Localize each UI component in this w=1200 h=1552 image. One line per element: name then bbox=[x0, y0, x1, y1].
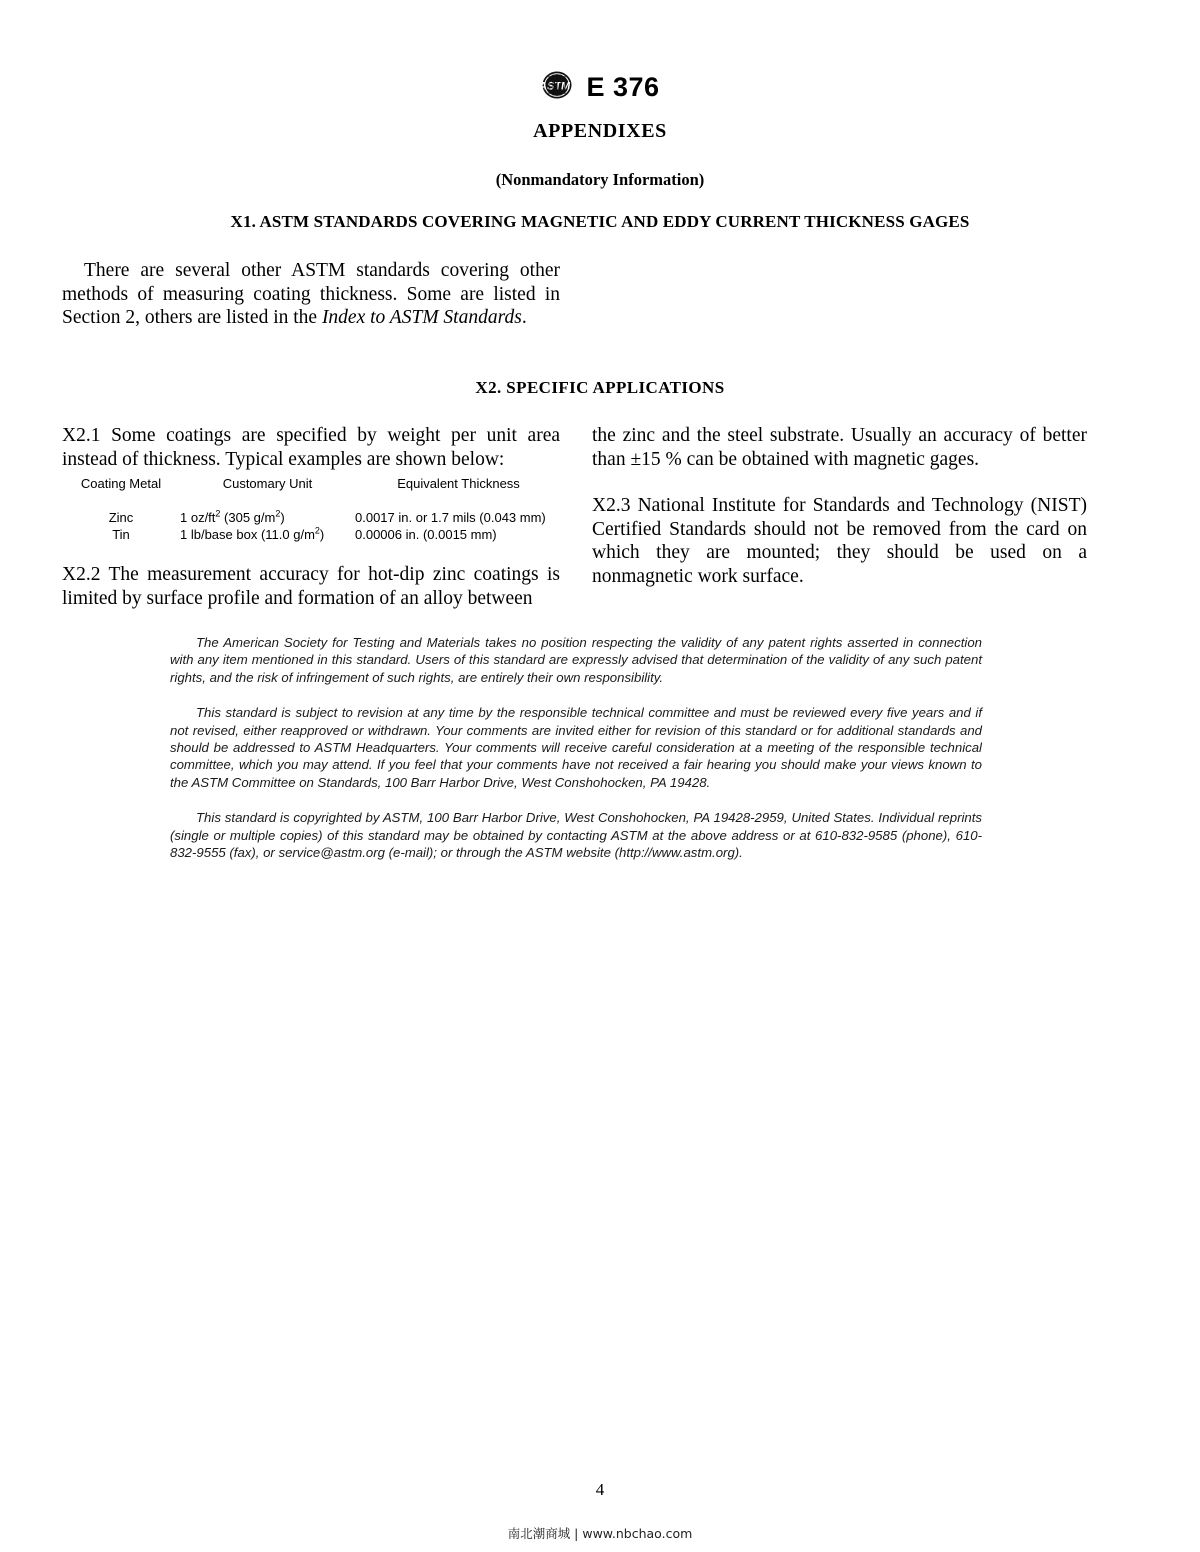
unit-mid: (305 g/m bbox=[220, 510, 276, 525]
table-cell-metal: Tin bbox=[112, 527, 130, 542]
heading-appendixes: APPENDIXES bbox=[533, 120, 667, 142]
paragraph-x2-1: X2.1 Some coatings are specified by weight per unit area instead of thickness. Typical examples are shown below: bbox=[62, 425, 560, 470]
paragraph-x2-2-continued: the zinc and the steel substrate. Usually an accuracy of better than ±15 % can be obtained with magnetic gages. bbox=[592, 425, 1087, 470]
paragraph-x2-3-block bbox=[592, 494, 1087, 588]
heading-x2: X2. SPECIFIC APPLICATIONS bbox=[475, 378, 725, 397]
paragraph-x2-2-continued-block bbox=[592, 424, 1087, 471]
paragraph-x1-block bbox=[62, 259, 560, 330]
table-cell-thickness: 0.0017 in. or 1.7 mils (0.043 mm) bbox=[355, 510, 546, 525]
document-number: E 376 bbox=[586, 72, 660, 102]
paragraph-x2-1-block bbox=[62, 424, 560, 471]
paragraph-x2-2: X2.2 The measurement accuracy for hot-dip zinc coatings is limited by surface profile and formation of an alloy between bbox=[62, 564, 560, 609]
unit-superscript-1: 2 bbox=[314, 525, 320, 536]
table-header-row bbox=[62, 476, 562, 509]
unit-superscript-2: 2 bbox=[275, 508, 281, 519]
paragraph-x2-3: X2.3 National Institute for Standards and Technology (NIST) Certified Standards should not be removed from the card on which they are mounted; they should be used on a nonmagnetic work surface. bbox=[592, 495, 1087, 587]
astm-circle-logo bbox=[540, 70, 574, 105]
table-cell-unit bbox=[180, 509, 355, 526]
document-header bbox=[0, 70, 1200, 105]
coating-weight-table bbox=[62, 476, 562, 543]
paragraph-x2-2-block bbox=[62, 563, 560, 610]
legal-paragraph-copyright: This standard is copyrighted by ASTM, 100 Barr Harbor Drive, West Conshohocken, PA 19428-2959, United States. Individual reprints (single or multiple copies) of this standard may be obtained by contacting ASTM at the above address or at 610-832-9585 (phone), 610-832-9555 (fax), or service@astm.org (e-mail); or through the ASTM website (http://www.astm.org). bbox=[170, 810, 982, 861]
unit-end: ) bbox=[319, 527, 325, 542]
table-cell-metal: Zinc bbox=[108, 510, 134, 525]
paragraph-x1-text-post: . bbox=[521, 307, 527, 328]
legal-notices bbox=[170, 634, 982, 861]
svg-text:ASTM: ASTM bbox=[540, 80, 572, 93]
page-number: 4 bbox=[595, 1480, 605, 1499]
table-row bbox=[62, 526, 562, 543]
unit-end: ) bbox=[280, 510, 285, 525]
paragraph-x1-text-pre: There are several other ASTM standards covering other methods of measuring coating thickness. Some are listed in Section 2, others are listed in the bbox=[62, 260, 560, 328]
unit-main: 1 lb/base box (11.0 g/m bbox=[180, 527, 315, 542]
unit-main: 1 oz/ft bbox=[180, 510, 216, 525]
table-header-equivalent-thickness: Equivalent Thickness bbox=[397, 476, 520, 491]
unit-superscript-1: 2 bbox=[215, 508, 221, 519]
legal-paragraph-patent-rights: The American Society for Testing and Materials takes no position respecting the validity of any patent rights asserted in connection with any item mentioned in this standard. Users of this standard are expressly advised that determination of the validity of any such patent rights, and the risk of infringement of such rights, are entirely their own responsibility. bbox=[170, 635, 982, 685]
heading-nonmandatory-information: (Nonmandatory Information) bbox=[495, 170, 705, 189]
table-cell-thickness: 0.00006 in. (0.0015 mm) bbox=[355, 527, 497, 542]
table-header-coating-metal: Coating Metal bbox=[80, 476, 162, 491]
table-header-customary-unit: Customary Unit bbox=[222, 476, 313, 491]
paragraph-x1-italic-title: Index to ASTM Standards bbox=[321, 307, 522, 328]
paragraph-x1 bbox=[62, 259, 560, 330]
table-row bbox=[62, 509, 562, 526]
watermark-footer: 南北潮商城 | www.nbchao.com bbox=[507, 1526, 693, 1541]
heading-x1: X1. ASTM STANDARDS COVERING MAGNETIC AND EDDY CURRENT THICKNESS GAGES bbox=[230, 212, 970, 231]
table-cell-unit bbox=[180, 526, 355, 543]
legal-paragraph-revision: This standard is subject to revision at any time by the responsible technical committee and must be reviewed every five years and if not revised, either reapproved or withdrawn. Your comments are invited either for revision of this standard or for additional standards and should be addressed to ASTM Headquarters. Your comments will receive careful consideration at a meeting of the responsible technical committee, which you may attend. If you feel that your comments have not received a fair hearing you should make your views known to the ASTM Committee on Standards, 100 Barr Harbor Drive, West Conshohocken, PA 19428. bbox=[170, 705, 982, 790]
